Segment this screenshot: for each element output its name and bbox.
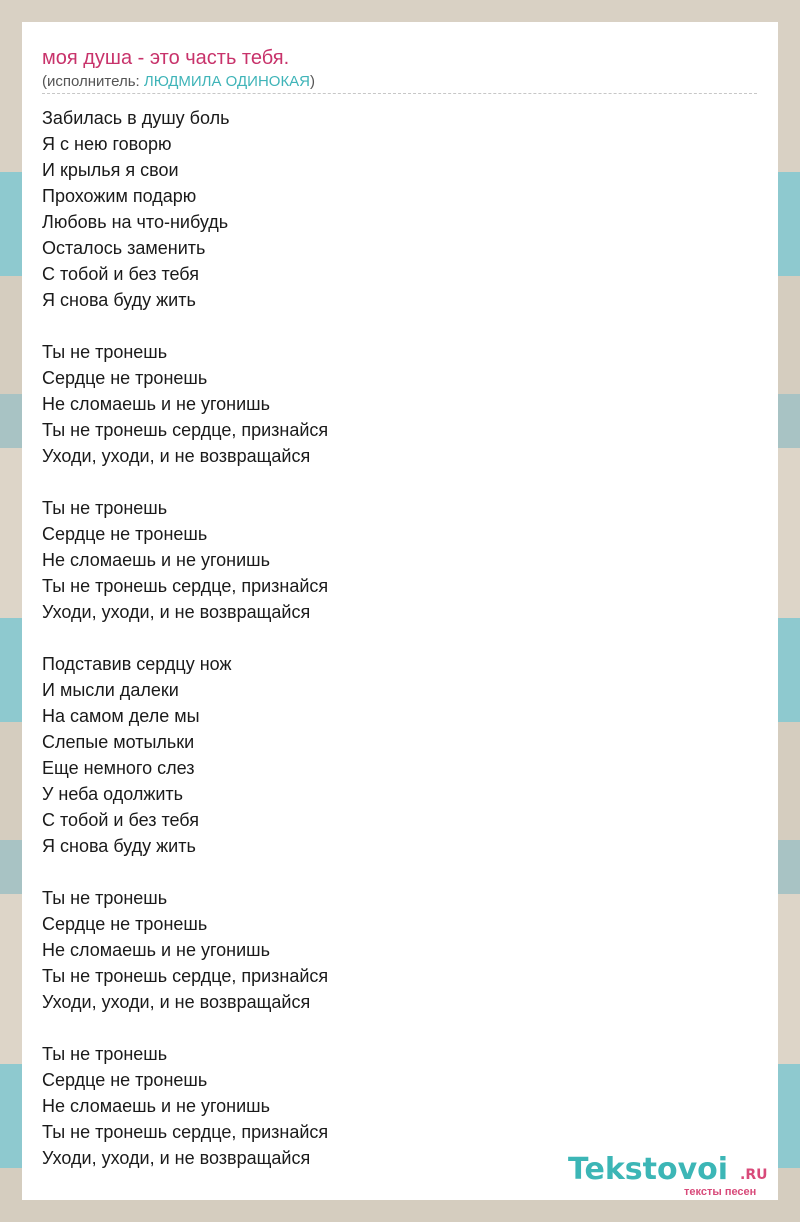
lyric-line: С тобой и без тебя <box>42 264 199 284</box>
lyric-line: Ты не тронешь сердце, признайся <box>42 966 329 986</box>
lyric-line: Не сломаешь и не угонишь <box>42 394 270 414</box>
lyric-line: Уходи, уходи, и не возвращайся <box>42 602 311 622</box>
lyric-line: Ты не тронешь сердце, признайся <box>42 420 329 440</box>
lyric-line: Сердце не тронешь <box>42 368 208 388</box>
lyric-line: Прохожим подарю <box>42 186 197 206</box>
lyric-line: Любовь на что-нибудь <box>42 212 229 232</box>
lyric-line: Осталось заменить <box>42 238 206 258</box>
lyric-line: На самом деле мы <box>42 706 200 726</box>
lyric-line: Уходи, уходи, и не возвращайся <box>42 992 311 1012</box>
lyric-line <box>42 1015 328 1041</box>
lyric-line: Сердце не тронешь <box>42 914 208 934</box>
title-divider <box>42 93 757 94</box>
lyric-line: Не сломаешь и не угонишь <box>42 550 270 570</box>
lyric-line: Ты не тронешь <box>42 498 168 518</box>
lyric-line: Я снова буду жить <box>42 836 196 856</box>
lyric-line: Не сломаешь и не угонишь <box>42 940 270 960</box>
lyric-line: Слепые мотыльки <box>42 732 195 752</box>
logo-tld: .RU <box>740 1167 768 1183</box>
lyric-line: Ты не тронешь <box>42 888 168 908</box>
lyric-line: С тобой и без тебя <box>42 810 199 830</box>
lyric-line: У неба одолжить <box>42 784 184 804</box>
lyric-line <box>42 625 328 651</box>
lyric-line <box>42 859 328 885</box>
lyric-line <box>42 313 328 339</box>
lyric-line: Ты не тронешь <box>42 1044 168 1064</box>
lyric-line: Сердце не тронешь <box>42 1070 208 1090</box>
song-title: моя душа - это часть тебя. <box>42 47 290 69</box>
lyric-line: Уходи, уходи, и не возвращайся <box>42 1148 311 1168</box>
lyric-line: Я с нею говорю <box>42 134 172 154</box>
lyric-line: Сердце не тронешь <box>42 524 208 544</box>
lyric-line: Подставив сердцу нож <box>42 654 232 674</box>
lyric-line: Ты не тронешь сердце, признайся <box>42 576 329 596</box>
artist-byline <box>42 73 315 91</box>
lyric-line: Ты не тронешь <box>42 342 168 362</box>
lyrics-text <box>42 105 328 1171</box>
lyric-line: Не сломаешь и не угонишь <box>42 1096 270 1116</box>
lyric-line: И мысли далеки <box>42 680 179 700</box>
artist-link[interactable]: ЛЮДМИЛА ОДИНОКАЯ <box>143 73 311 90</box>
lyric-line: Ты не тронешь сердце, признайся <box>42 1122 329 1142</box>
lyrics-card <box>22 22 778 1200</box>
site-logo[interactable] <box>568 1153 778 1199</box>
byline-suffix: ) <box>310 73 316 90</box>
logo-name: Tekstovoi <box>568 1152 729 1187</box>
byline-prefix: (исполнитель: <box>42 73 144 90</box>
logo-tagline: тексты песен <box>684 1186 757 1198</box>
lyric-line: И крылья я свои <box>42 160 179 180</box>
lyric-line <box>42 469 328 495</box>
lyric-line: Уходи, уходи, и не возвращайся <box>42 446 311 466</box>
lyric-line: Забилась в душу боль <box>42 108 230 128</box>
lyric-line: Я снова буду жить <box>42 290 196 310</box>
lyric-line: Еще немного слез <box>42 758 195 778</box>
